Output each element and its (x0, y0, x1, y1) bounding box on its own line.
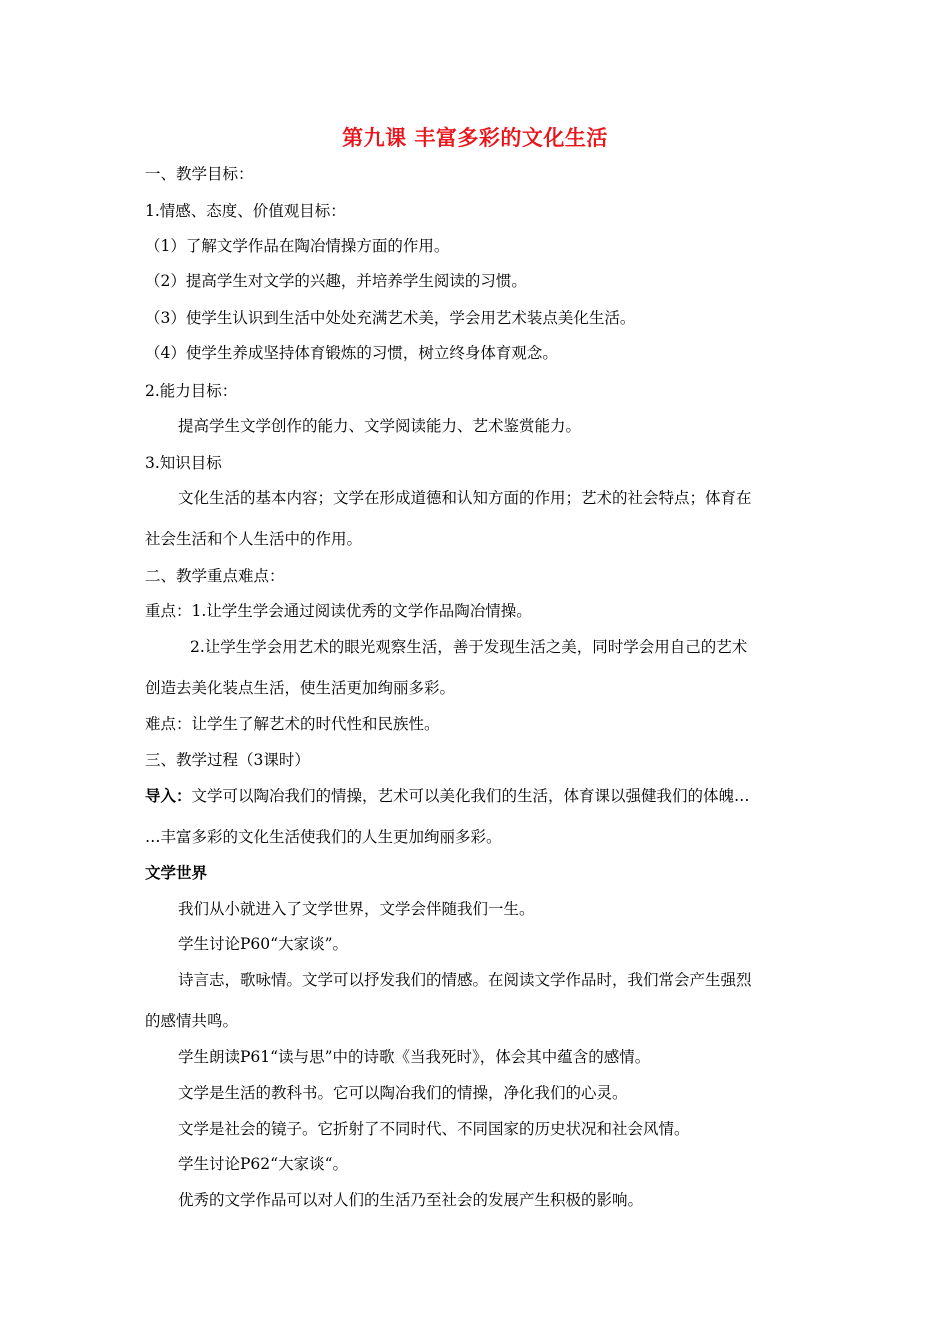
section-heading-keypoints: 二、教学重点难点： (145, 567, 285, 585)
intro-line-2: …丰富多彩的文化生活使我们的人生更加绚丽多彩。 (145, 828, 502, 846)
keypoint-2-line-1: 2.让学生学会用艺术的眼光观察生活，善于发现生活之美，同时学会用自己的艺术 (190, 638, 748, 656)
section-heading-objectives: 一、教学目标： (145, 165, 254, 183)
intro-text: 文学可以陶冶我们的情操，艺术可以美化我们的生活，体育课以强健我们的体魄… (191, 787, 750, 805)
subheading-attitude: 1.情感、态度、价值观目标： (145, 202, 346, 220)
paragraph-2: 学生讨论P60“大家谈”。 (178, 935, 349, 953)
subheading-literature-world: 文学世界 (145, 864, 208, 882)
subheading-knowledge: 3.知识目标 (145, 454, 222, 472)
keypoint-1: 重点：1.让学生学会通过阅读优秀的文学作品陶冶情操。 (145, 602, 532, 620)
paragraph-7: 学生讨论P62“大家谈“。 (178, 1155, 349, 1173)
page-title: 第九课 丰富多彩的文化生活 (342, 126, 608, 150)
knowledge-text-2: 社会生活和个人生活中的作用。 (145, 530, 363, 548)
objective-item-3: （3）使学生认识到生活中处处充满艺术美，学会用艺术装点美化生活。 (145, 309, 636, 327)
paragraph-4: 学生朗读P61“读与思”中的诗歌《当我死时》，体会其中蕴含的感情。 (178, 1048, 651, 1066)
intro-line-1 (145, 785, 750, 807)
section-heading-process: 三、教学过程（3课时） (145, 751, 310, 769)
paragraph-3-line-2: 的感情共鸣。 (145, 1012, 239, 1030)
objective-item-4: （4）使学生养成坚持体育锻炼的习惯，树立终身体育观念。 (145, 344, 558, 362)
difficulty: 难点：让学生了解艺术的时代性和民族性。 (145, 715, 440, 733)
objective-item-2: （2）提高学生对文学的兴趣，并培养学生阅读的习惯。 (145, 272, 527, 290)
paragraph-5: 文学是生活的教科书。它可以陶冶我们的情操，净化我们的心灵。 (178, 1084, 628, 1102)
paragraph-1: 我们从小就进入了文学世界，文学会伴随我们一生。 (178, 900, 535, 918)
paragraph-6: 文学是社会的镜子。它折射了不同时代、不同国家的历史状况和社会风情。 (178, 1120, 690, 1138)
objective-item-1: （1）了解文学作品在陶冶情操方面的作用。 (145, 237, 450, 255)
intro-label: 导入： (145, 787, 192, 805)
knowledge-text-1: 文化生活的基本内容；文学在形成道德和认知方面的作用；艺术的社会特点；体育在 (178, 489, 752, 507)
ability-text: 提高学生文学创作的能力、文学阅读能力、艺术鉴赏能力。 (178, 417, 582, 435)
paragraph-3-line-1: 诗言志，歌咏情。文学可以抒发我们的情感。在阅读文学作品时，我们常会产生强烈 (178, 971, 752, 989)
paragraph-8: 优秀的文学作品可以对人们的生活乃至社会的发展产生积极的影响。 (178, 1191, 644, 1209)
subheading-ability: 2.能力目标： (145, 382, 238, 400)
keypoint-2-line-2: 创造去美化装点生活，使生活更加绚丽多彩。 (145, 679, 456, 697)
